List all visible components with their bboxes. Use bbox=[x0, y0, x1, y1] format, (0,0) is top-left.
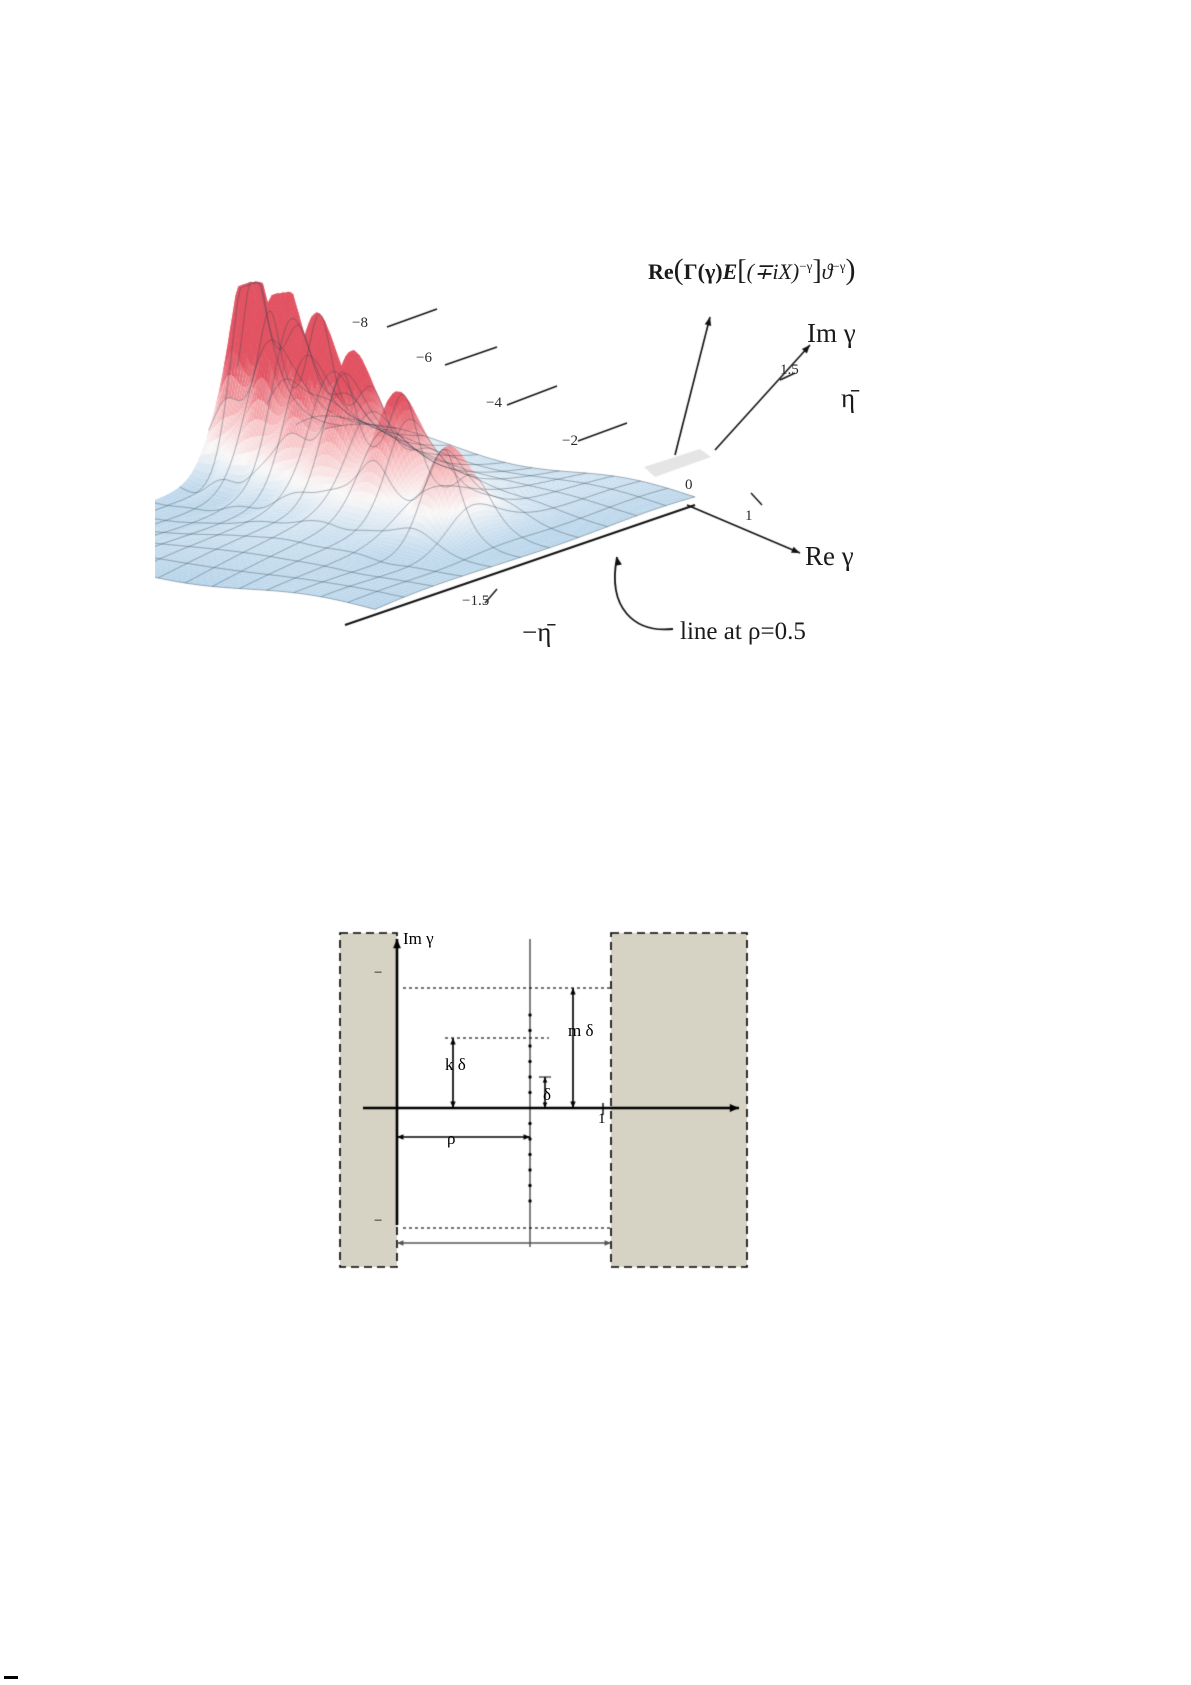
formula-gamma-function: Γ(γ) bbox=[683, 259, 723, 284]
formula-bracket-open: [ bbox=[737, 255, 747, 286]
formula-exponent-2: −γ bbox=[832, 258, 846, 274]
formula-argument: (∓iX) bbox=[746, 259, 800, 284]
callout-line-at-rho: line at ρ=0.5 bbox=[680, 618, 806, 645]
formula-re: Re bbox=[648, 259, 674, 284]
axis-label-eta-lower: −η̄ bbox=[522, 617, 552, 647]
minus-mark-top: − bbox=[374, 965, 383, 981]
axis-label-eta-upper: η̄ bbox=[841, 383, 856, 413]
minus-mark-bottom: − bbox=[374, 1213, 383, 1229]
strip-axis-label-im-gamma: Im γ bbox=[403, 929, 434, 948]
tick-depth-minus4: −4 bbox=[486, 395, 502, 411]
formula-expectation: E bbox=[722, 259, 738, 284]
tick-depth-zero: 0 bbox=[685, 477, 693, 493]
axis-title-re-gamma: Re γ bbox=[805, 541, 854, 571]
tick-im-1point5: 1.5 bbox=[780, 362, 799, 378]
label-m-delta: m δ bbox=[568, 1021, 594, 1040]
axis-title-im-gamma: Im γ bbox=[807, 318, 856, 348]
label-rho: ρ bbox=[447, 1129, 456, 1148]
formula-exponent-1: −γ bbox=[799, 258, 813, 274]
tick-depth-minus2: −2 bbox=[562, 433, 578, 449]
tick-re-1: 1 bbox=[745, 508, 753, 524]
formula-paren-close: ) bbox=[845, 253, 856, 286]
tick-lower-minus1point5: −1.5 bbox=[462, 593, 490, 609]
figure-3d-surface-plot bbox=[155, 205, 955, 675]
label-one: 1 bbox=[598, 1111, 606, 1127]
surface-formula-label bbox=[648, 253, 856, 287]
tick-depth-minus6: −6 bbox=[416, 350, 432, 366]
tick-depth-minus8: −8 bbox=[352, 315, 368, 331]
label-delta: δ bbox=[543, 1085, 552, 1104]
formula-paren-open: ( bbox=[673, 253, 684, 286]
page-edge-artifact bbox=[4, 1676, 18, 1679]
label-k-delta: k δ bbox=[445, 1055, 466, 1074]
formula-bracket-close: ] bbox=[812, 255, 822, 286]
formula-theta: ϑ bbox=[821, 259, 833, 284]
figure-strip-diagram bbox=[335, 925, 750, 1275]
